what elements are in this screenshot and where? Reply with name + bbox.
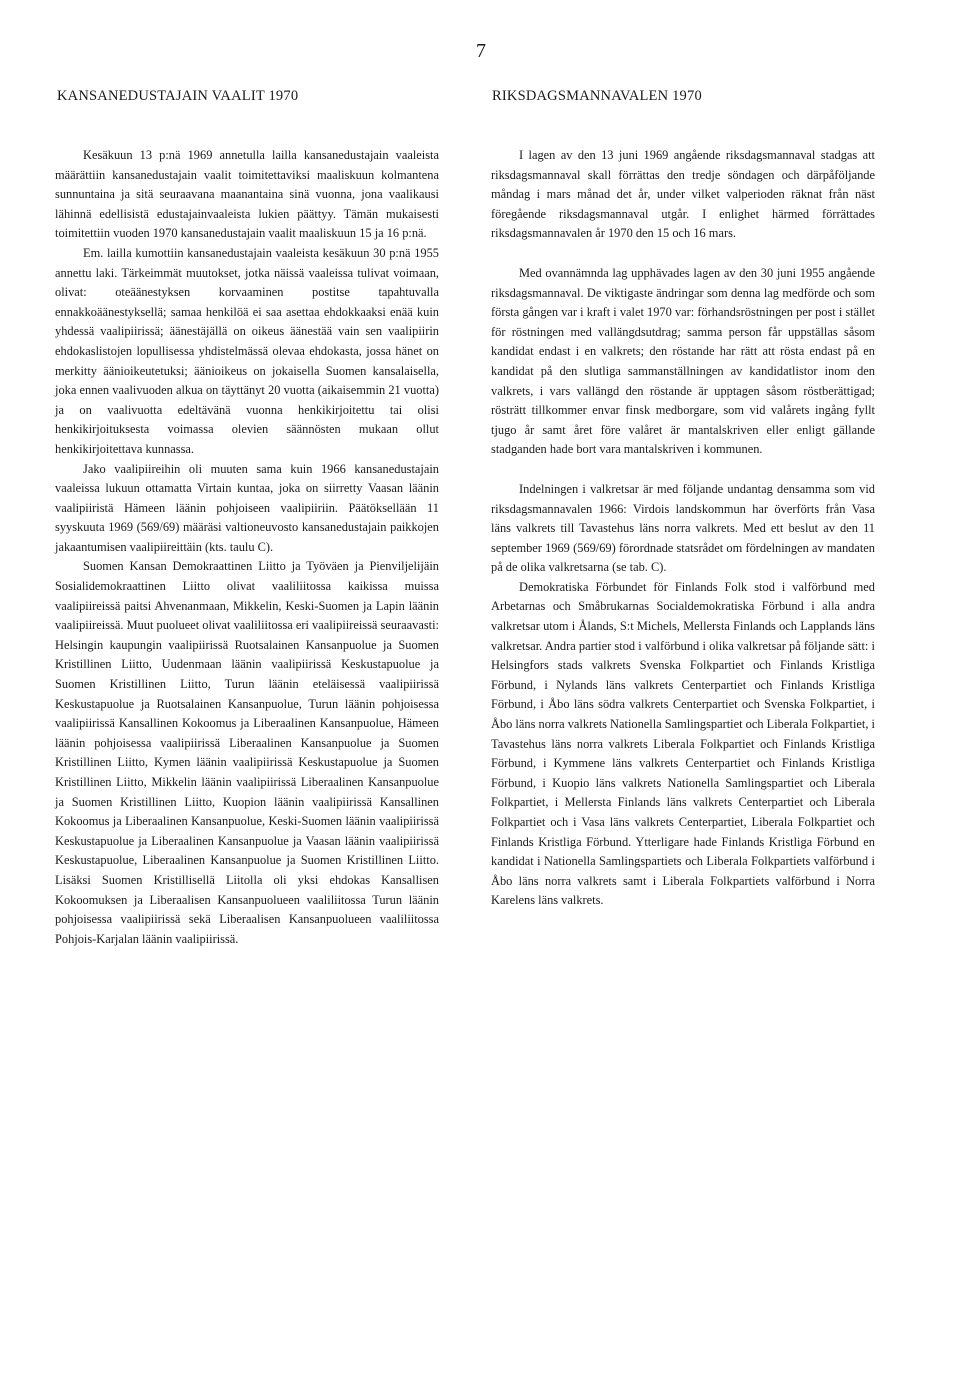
paragraph: I lagen av den 13 juni 1969 angående riksdagsmannaval stadgas att riksdagsmannaval skall förrättas den tredje söndagen och därpåföljande måndag i mars månad det år, under vilket valperioden räknat från näst föregående riksdagsmannaval utgår. I enlighet härmed förrättades riksdagsmannavalen år 1970 den 15 och 16 mars. <box>491 148 875 241</box>
running-header-finnish: KANSANEDUSTAJAIN VAALIT 1970 <box>57 88 299 104</box>
running-header-swedish: RIKSDAGSMANNAVALEN 1970 <box>492 88 702 104</box>
paragraph: Indelningen i valkretsar är med följande undantag densamma som vid riksdagsmannavalen 1966: Virdois landskommun har överförts från Vasa läns valkrets till Tavastehus läns norra valkrets. Med ett beslut av den 11 september 1969 (569/69) förordnade statsrådet om fördelningen av mandaten på de olika valkretsarna (se tab. C). <box>491 481 875 575</box>
paragraph: Demokratiska Förbundet för Finlands Folk stod i valförbund med Arbetarnas och Småbrukarnas Socialdemokratiska Förbund i alla andra valkretsar utom i Ålands, S:t Michels, Mellersta Finlands och Lapplands läns valkretsar. Andra partier stod i valförbund i olika valkretsar på följande sätt: i Helsingfors stads valkrets Svenska Folkpartiet och Finlands Kristliga Förbund, i Nylands läns valkrets Centerpartiet och Finlands Kristliga Förbund, i Åbo läns södra valkrets Centerpartiet och Svenska Folkpartiet, i Åbo läns norra valkrets Nationella Samlingspartiet och Liberala Folkpartiet, i Tavastehus läns norra valkrets Liberala Folkpartiet och Finlands Kristliga Förbund, i Kymmene läns valkrets Centerpartiet och Finlands Kristliga Förbund, i Kuopio läns valkrets Nationella Samlingspartiet och Liberala Folkpartiet, i Mellersta Finlands läns valkrets Centerpartiet och Liberala Folkpartiet och i Vasa läns valkrets Centerpartiet, Liberala Folkpartiet och Finlands Kristliga Förbund. Ytterligare hade Finlands Kristliga Förbund en kandidat i Nationella Samlingspartiets och Liberala Folkpartiets valförbund i Åbo läns norra valkrets samt i Liberala Folkpartiets valförbund i Norra Karelens läns valkrets. <box>491 579 876 908</box>
swedish-text-column <box>491 146 875 911</box>
paragraph: Em. lailla kumottiin kansanedustajain vaaleista kesäkuun 30 p:nä 1955 annettu laki. Tärkeimmät muutokset, jotka näissä vaaleissa tulivat voimaan, olivat: oteäänestyksen korvaaminen postitse tapahtuvalla ennakkoäänestyksellä; samaa henkilöä ei saa asettaa ehdokkaaksi enää kuin yhdessä vaalipiirissä; äänestäjällä on oikeus äänestää vain sen vaalipiirin ehdokaslistojen lopullisessa yhdistelmässä olevaa ehdokasta, jossa hänet on merkitty äänioikeutetuksi; äänioikeus on jokaisella Suomen kansalaisella, joka ennen vaalivuoden alkua on täyttänyt 20 vuotta (aikaisemmin 21 vuotta) ja on vaalivuotta edeltävänä vuonna henkikirjoitettu tai olisi henkikirjoituksesta voimassa olevien säännösten mukaan ollut henkikirjoitettava kunnassa. <box>55 245 439 456</box>
paragraph: Jako vaalipiireihin oli muuten sama kuin 1966 kansanedustajain vaaleissa lukuun ottamatta Virtain kuntaa, joka on siirretty Vaasan läänin vaalipiiristä Hämeen läänin pohjoiseen vaalipiiriin. Päätöksellään 11 syyskuuta 1969 (569/69) määräsi valtioneuvosto kansanedustajain paikkojen jakaantumisen vaalipiireittäin (kts. taulu C). <box>55 461 439 554</box>
paragraph: Kesäkuun 13 p:nä 1969 annetulla lailla kansanedustajain vaaleista määrättiin kansanedustajain vaalit toimitettaviksi maaliskuun kolmantena sunnuntaina ja sitä seuraavana maanantaina sinä vuonna, jona vaalikausi lähinnä edellisistä edustajainvaaleista lukien päättyy. Tämän mukaisesti toimitettiin vuoden 1970 kansanedustajain vaalit maaliskuun 15 ja 16 p:nä. <box>55 148 439 241</box>
paragraph: Suomen Kansan Demokraattinen Liitto ja Työväen ja Pienviljelijäin Sosialidemokraattinen Liitto olivat vaaliliitossa kaikissa muissa vaalipiireissä paitsi Ahvenanmaan, Mikkelin, Keski-Suomen ja Lapin läänin vaalipiireissä. Muut puolueet olivat vaaliliitossa eri vaalipiireissä seuraavasti: Helsingin kaupungin vaalipiirissä Ruotsalainen Kansanpuolue ja Suomen Kristillinen Liitto, Uudenmaan läänin vaalipiirissä Keskustapuolue ja Suomen Kristillinen Liitto, Turun läänin eteläisessä vaalipiirissä Keskustapuolue ja Ruotsalainen Kansanpuolue, Turun läänin pohjoisessa vaalipiirissä Kansallinen Kokoomus ja Liberaalinen Kansanpuolue, Hämeen läänin pohjoisessa vaalipiirissä Liberaalinen Kansanpuolue ja Suomen Kristillinen Liitto, Kymen läänin vaalipiirissä Keskustapuolue ja Suomen Kristillinen Liitto, Mikkelin läänin vaalipiirissä Liberaalinen Kansanpuolue ja Suomen Kristillinen Liitto, Kuopion läänin vaalipiirissä Kansallinen Kokoomus ja Liberaalinen Kansanpuolue, Keski-Suomen läänin vaalipiirissä Keskustapuolue ja Liberaalinen Kansanpuolue ja Vaasan läänin vaalipiirissä Keskustapuolue, Liberaalinen Kansanpuolue ja Suomen Kristillinen Liitto. Lisäksi Suomen Kristillisellä Liitolla oli yksi ehdokas Kansallisen Kokoomuksen ja Liberaalisen Kansanpuolueen vaaliliitossa Turun läänin pohjoisessa vaalipiirissä sekä Liberaalisen Kansanpuolueen vaaliliitossa Pohjois-Karjalan läänin vaalipiirissä. <box>55 559 440 946</box>
page-number: 7 <box>476 40 486 62</box>
finnish-text-column <box>55 146 439 949</box>
paragraph: Med ovannämnda lag upphävades lagen av den 30 juni 1955 angående riksdagsmannaval. De viktigaste ändringar som denna lag medförde och som första gången var i kraft i valet 1970 var: förhandsröstningen per post i stället för röstningen med vallängdsutdrag; samma person får uppställas såsom kandidat endast i en valkrets; den röstande har rätt att rösta endast på en kandidat på den slutliga sammanställningen av kandidatlistor inom den valkrets, i vars vallängd den röstande är upptagen såsom röstberättigad; rösträtt tillkommer envar finsk medborgare, som vid valårets ingång fyllt tjugo år samt året före valåret är mantalskriven eller enligt gällande stadganden hade bort vara mantalskriven i kommunen. <box>491 265 875 457</box>
